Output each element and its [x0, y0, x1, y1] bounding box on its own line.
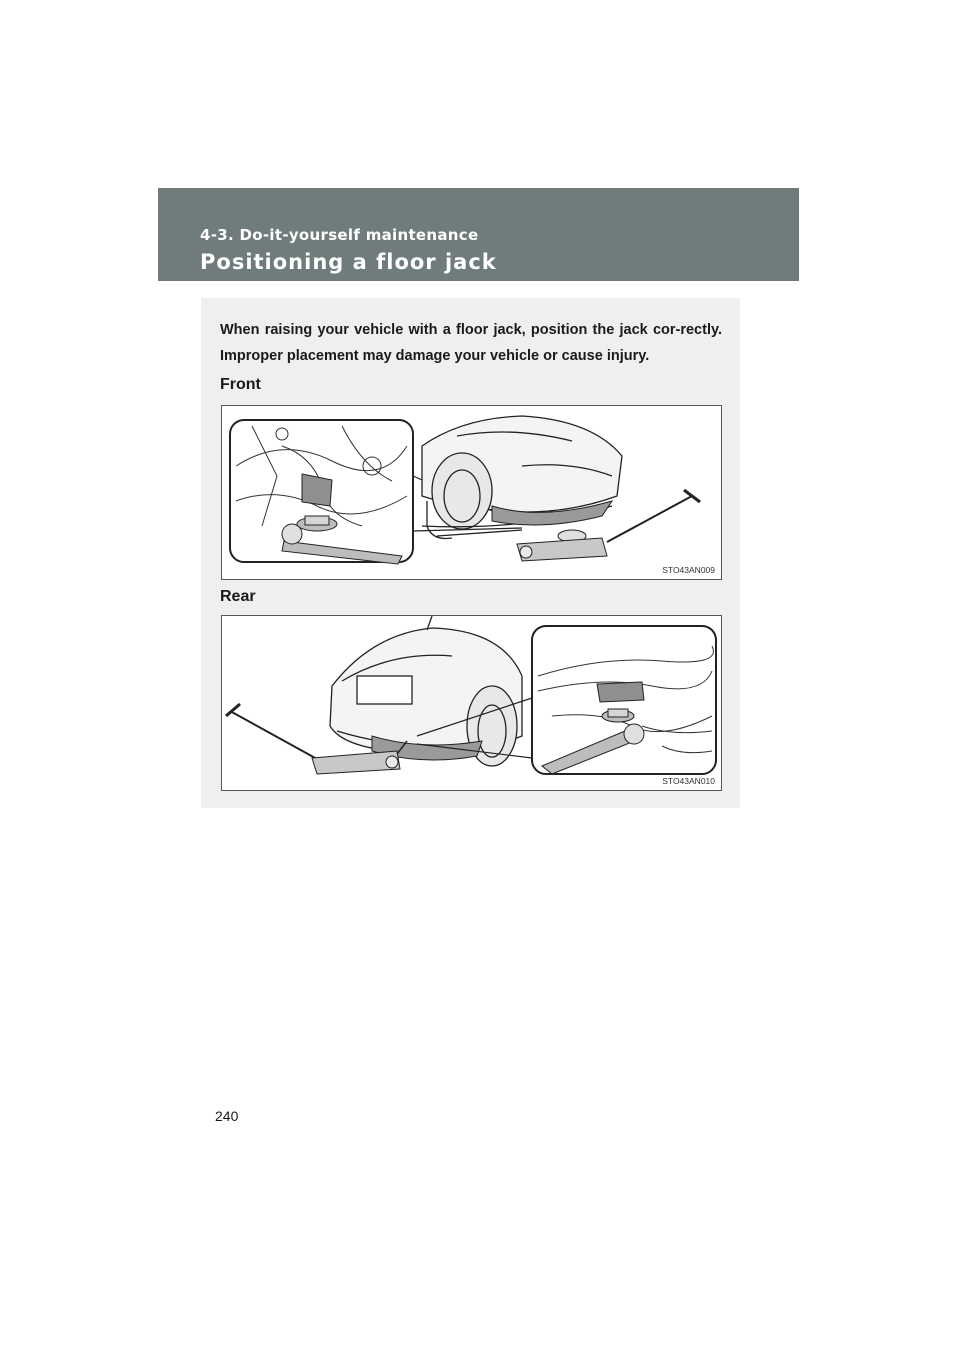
- rear-figure-code: STO43AN010: [662, 776, 715, 786]
- content-panel: [201, 298, 740, 808]
- front-heading: Front: [220, 376, 261, 393]
- intro-paragraph: When raising your vehicle with a floor jack, position the jack cor-rectly. Improper placement may damage your vehicle or cause injury.: [220, 322, 722, 364]
- front-figure-code: STO43AN009: [662, 565, 715, 575]
- section-header: [158, 188, 799, 281]
- front-jack-illustration: [221, 405, 722, 580]
- front-jack-drawing: [222, 406, 722, 580]
- page-title: Positioning a floor jack: [200, 250, 497, 274]
- rear-jack-drawing: [222, 616, 722, 791]
- rear-heading: Rear: [220, 588, 256, 605]
- rear-jack-illustration: [221, 615, 722, 791]
- section-label: 4-3. Do-it-yourself maintenance: [200, 226, 479, 244]
- page-number: 240: [215, 1108, 239, 1124]
